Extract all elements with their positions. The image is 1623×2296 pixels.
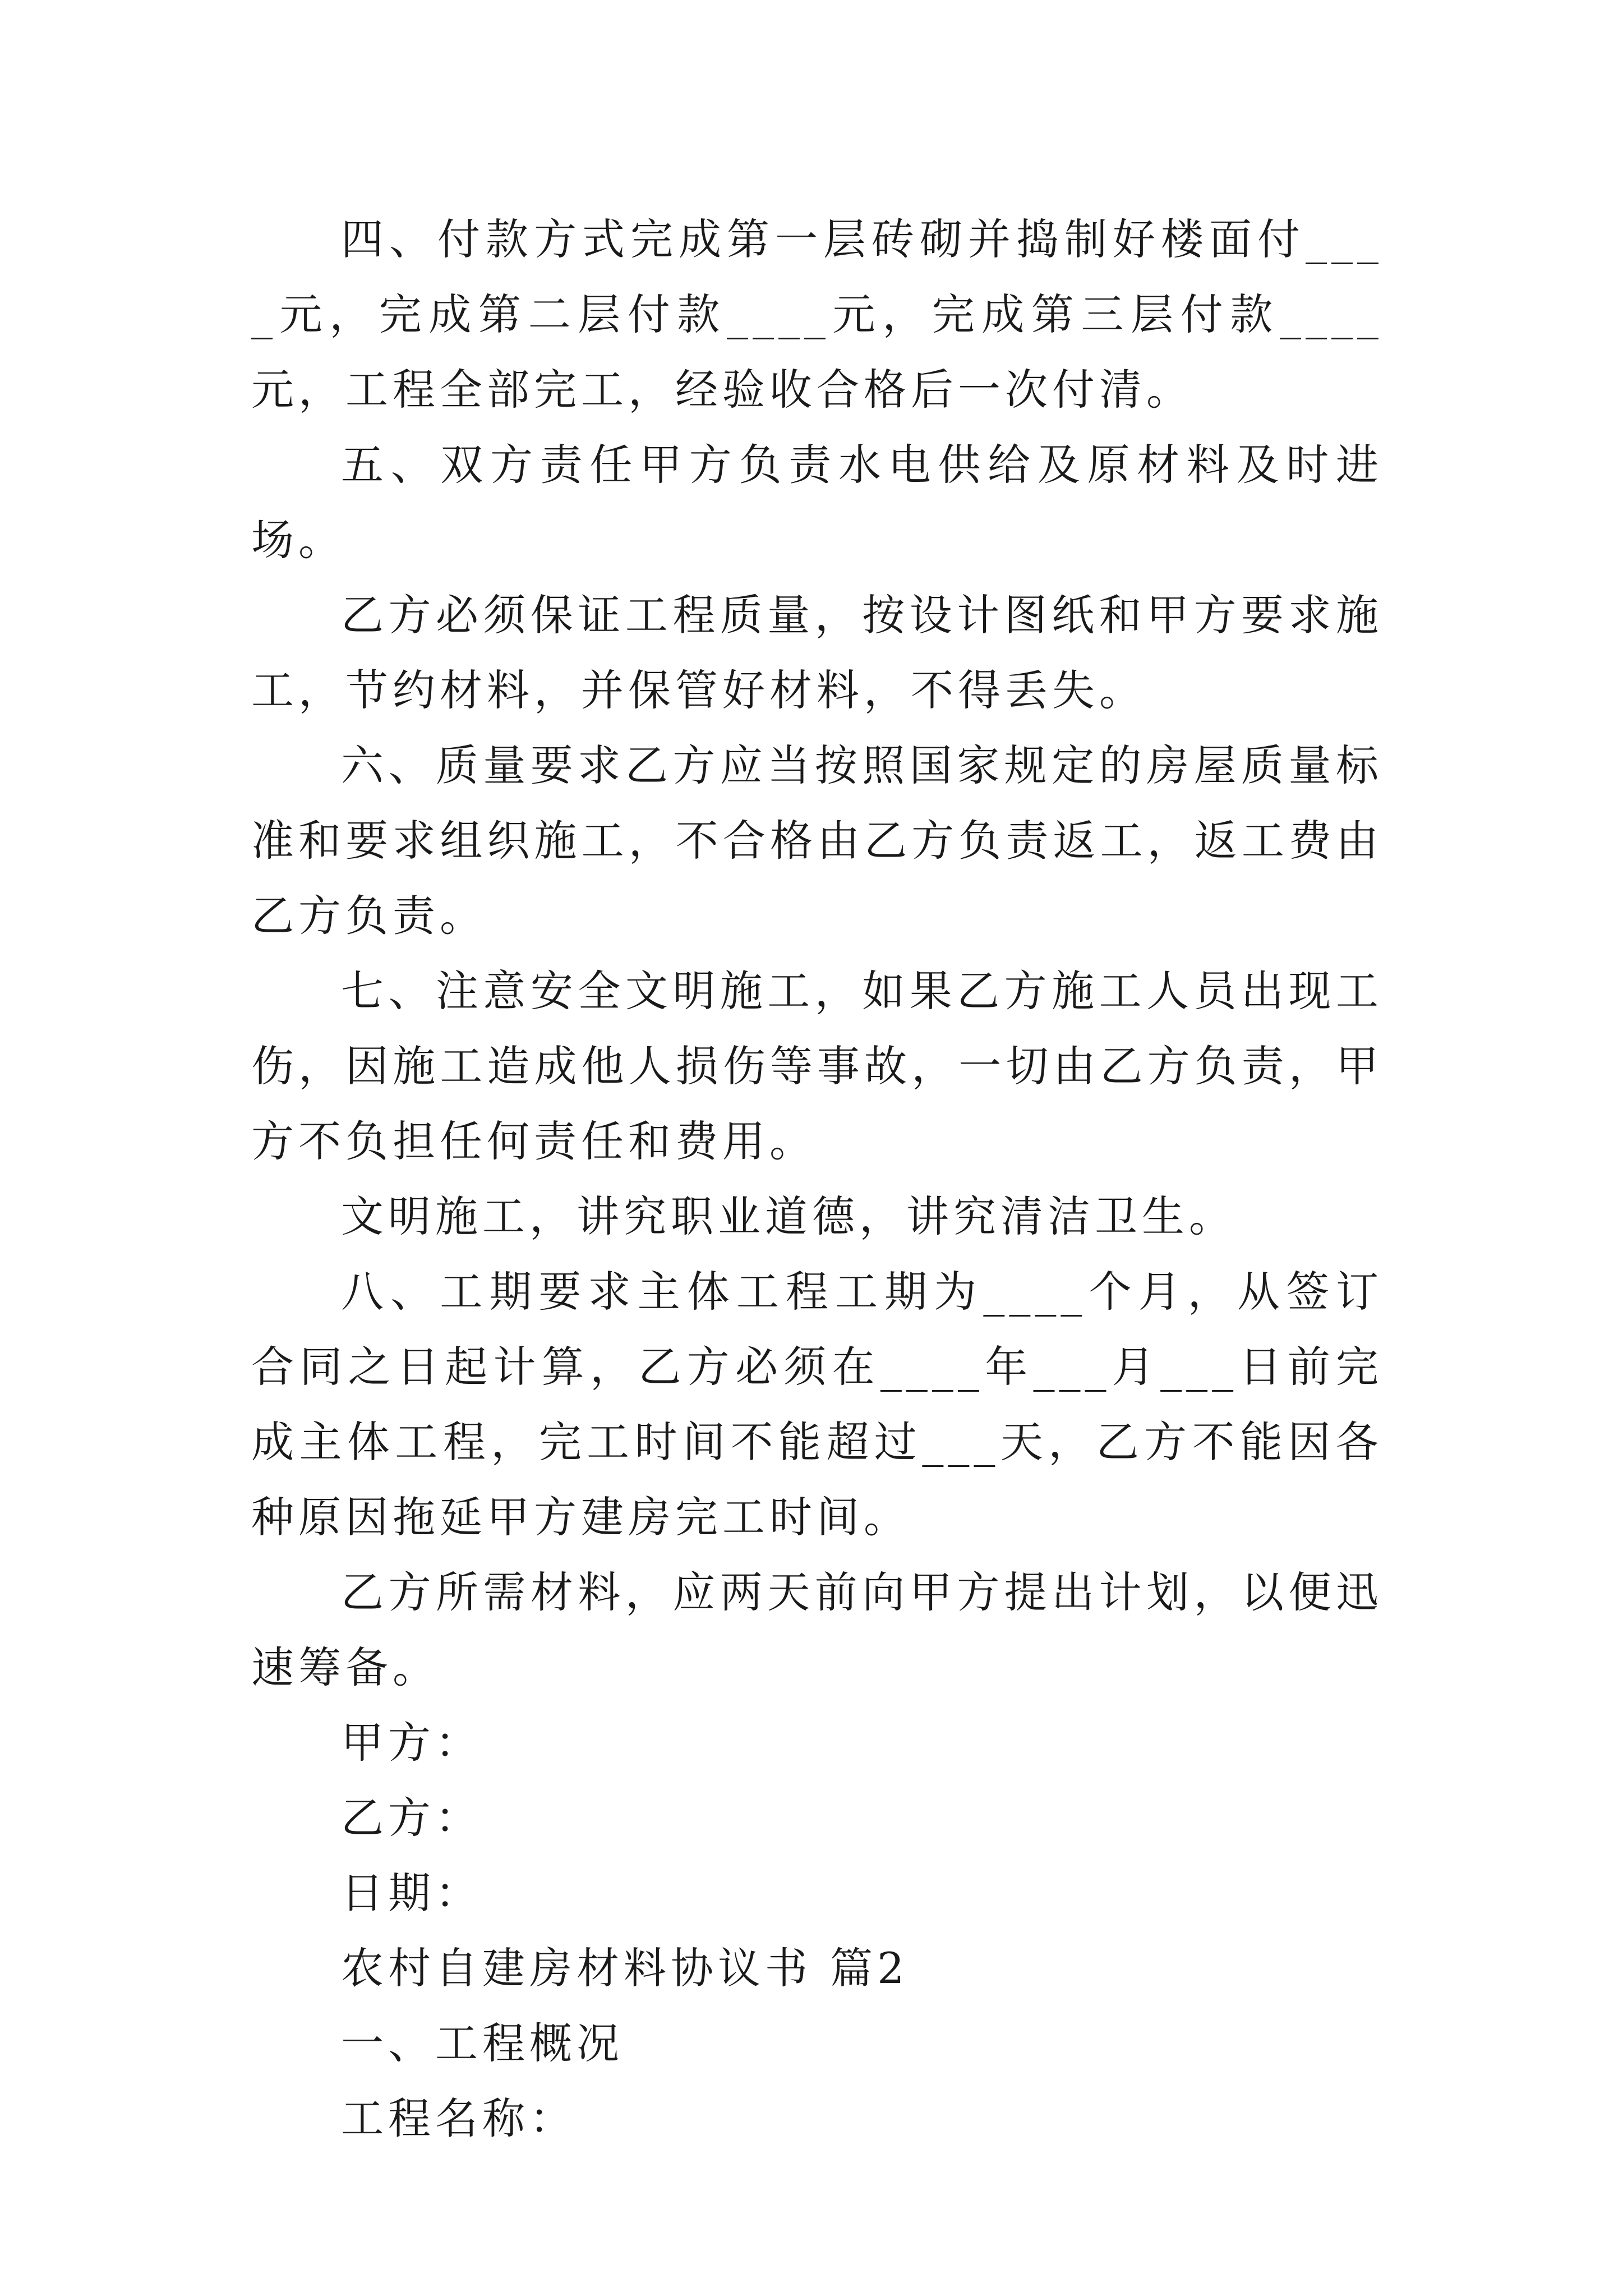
document-body (251, 202, 1383, 2156)
section-title: 农村自建房材料协议书 篇2 (341, 1943, 909, 1993)
paragraph-safety: 七、注意安全文明施工，如果乙方施工人员出现工伤，因施工造成他人损伤等事故，一切由乙方负责，甲方不负担任何责任和费用。 (251, 966, 1383, 1166)
field-project-name: 工程名称： (341, 2093, 577, 2143)
paragraph-party-b-duties: 乙方必须保证工程质量，按设计图纸和甲方要求施工，节约材料，并保管好材料，不得丢失。 (251, 590, 1383, 715)
paragraph-schedule: 八、工期要求主体工程工期为____个月，从签订合同之日起计算，乙方必须在____年___月___日前完成主体工程，完工时间不能超过___天，乙方不能因各种原因拖延甲方建房完工时间。 (251, 1267, 1383, 1542)
paragraph-quality-requirements: 六、质量要求乙方应当按照国家规定的房屋质量标准和要求组织施工，不合格由乙方负责返工，返工费由乙方负责。 (251, 740, 1383, 941)
paragraph-payment-terms: 四、付款方式完成第一层砖砌并捣制好楼面付____元，完成第二层付款____元，完成第三层付款____元，工程全部完工，经验收合格后一次付清。 (251, 214, 1383, 415)
signature-party-a: 甲方： (341, 1718, 482, 1768)
signature-date: 日期： (341, 1868, 482, 1918)
signature-party-b: 乙方： (341, 1793, 482, 1843)
paragraph-materials-plan: 乙方所需材料，应两天前向甲方提出计划，以便迅速筹备。 (251, 1567, 1383, 1692)
paragraph-party-a-duties: 五、双方责任甲方负责水电供给及原材料及时进场。 (251, 440, 1383, 565)
paragraph-civilized-construction: 文明施工，讲究职业道德，讲究清洁卫生。 (341, 1191, 1236, 1241)
section-heading-overview: 一、工程概况 (341, 2018, 624, 2068)
